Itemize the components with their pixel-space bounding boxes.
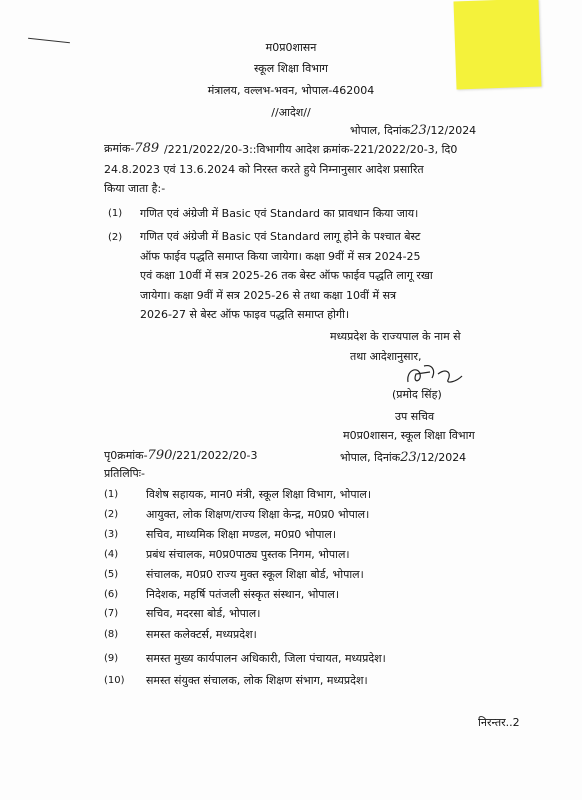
signatory-designation: उप सचिव: [395, 410, 435, 423]
handwritten-ref-number: 789: [134, 141, 160, 156]
header-government: म0प्र0शासन: [265, 41, 317, 54]
point-text: गणित एवं अंग्रेजी में Basic एवं Standard का प्रावधान किया जाय।: [140, 207, 419, 220]
order-date: भोपाल, दिनांक23/12/2024: [350, 123, 477, 138]
copy-recipient: समस्त कलेक्टर्स, मध्यप्रदेश।: [146, 628, 257, 641]
point-number: (1): [108, 208, 123, 219]
copy-number: (7): [104, 608, 119, 619]
copy-number: (9): [104, 653, 119, 664]
copy-recipient: प्रबंध संचालक, म0प्र0पाठ्य पुस्तक निगम, भोपाल।: [146, 548, 350, 561]
copy-recipient: आयुक्त, लोक शिक्षण/राज्य शिक्षा केन्द्र, म0प्र0 भोपाल।: [146, 508, 370, 521]
handwritten-ref-number: 790: [147, 448, 173, 463]
point-text: जायेगा। कक्षा 9वीं में सत्र 2025-26 से तथा कक्षा 10वीं में सत्र: [140, 289, 397, 302]
header-address: मंत्रालय, वल्लभ-भवन, भोपाल-462004: [207, 84, 375, 97]
point-text: 2026-27 से बेस्ट ऑफ फाइव पद्धति समाप्त होगी।: [140, 308, 350, 321]
copy-number: (10): [104, 675, 125, 686]
signatory-name: (प्रमोद सिंह): [392, 388, 442, 401]
copy-number: (1): [104, 489, 119, 500]
order-body-line-3: किया जाता है:-: [104, 182, 166, 195]
copy-recipient: संचालक, म0प्र0 राज्य मुक्त स्कूल शिक्षा बोर्ड, भोपाल।: [146, 568, 364, 581]
endorsement-reference: पृ0क्रमांक-790/221/2022/20-3: [104, 448, 258, 463]
handwritten-date: 23: [410, 123, 427, 138]
point-number: (2): [108, 232, 123, 243]
copy-number: (4): [104, 549, 119, 560]
continued-marker: निरन्तर..2: [478, 716, 520, 729]
handwritten-date: 23: [400, 450, 417, 465]
copy-number: (8): [104, 629, 119, 640]
copy-recipient: विशेष सहायक, मान0 मंत्री, स्कूल शिक्षा विभाग, भोपाल।: [146, 488, 372, 501]
copy-recipient: निदेशक, महर्षि पतंजली संस्कृत संस्थान, भोपाल।: [146, 588, 340, 601]
copy-recipient: सचिव, मदरसा बोर्ड, भोपाल।: [146, 607, 261, 620]
point-text: गणित एवं अंग्रेजी में Basic एवं Standard लागू होने के पश्चात बेस्ट: [140, 230, 421, 243]
copy-to-label: प्रतिलिपिः-: [104, 467, 145, 480]
point-text: एवं कक्षा 10वीं में सत्र 2025-26 तक बेस्ट ऑफ फाईव पद्धति लागू रखा: [140, 269, 433, 282]
point-text: ऑफ फाईव पद्धति समाप्त किया जायेगा। कक्षा 9वीं में सत्र 2024-25: [140, 250, 421, 263]
signature-line-1: मध्यप्रदेश के राज्यपाल के नाम से: [330, 330, 461, 343]
copy-recipient: समस्त संयुक्त संचालक, लोक शिक्षण संभाग, मध्यप्रदेश।: [146, 674, 368, 687]
copy-number: (6): [104, 589, 119, 600]
order-body-line-1: /221/2022/20-3::विभागीय आदेश क्रमांक-221/2022/20-3, दि0: [164, 143, 458, 156]
copy-number: (5): [104, 569, 119, 580]
copy-recipient: समस्त मुख्य कार्यपालन अधिकारी, जिला पंचायत, मध्यप्रदेश।: [146, 652, 386, 665]
header-order-title: //आदेश//: [271, 106, 311, 119]
order-body-line-2: 24.8.2023 एवं 13.6.2024 को निरस्त करते हुये निम्नानुसार आदेश प्रसारित: [104, 163, 424, 176]
copy-recipient: सचिव, माध्यमिक शिक्षा मण्डल, म0प्र0 भोपाल।: [146, 528, 337, 541]
order-reference: क्रमांक-789: [104, 141, 160, 156]
header-department: स्कूल शिक्षा विभाग: [254, 62, 328, 75]
signature-line-2: तथा आदेशानुसार,: [350, 350, 422, 363]
signatory-office: म0प्र0शासन, स्कूल शिक्षा विभाग: [343, 429, 475, 442]
copy-number: (3): [104, 529, 119, 540]
copy-number: (2): [104, 509, 119, 520]
signature-scrawl: [402, 360, 472, 390]
endorsement-date: भोपाल, दिनांक23/12/2024: [340, 450, 467, 465]
